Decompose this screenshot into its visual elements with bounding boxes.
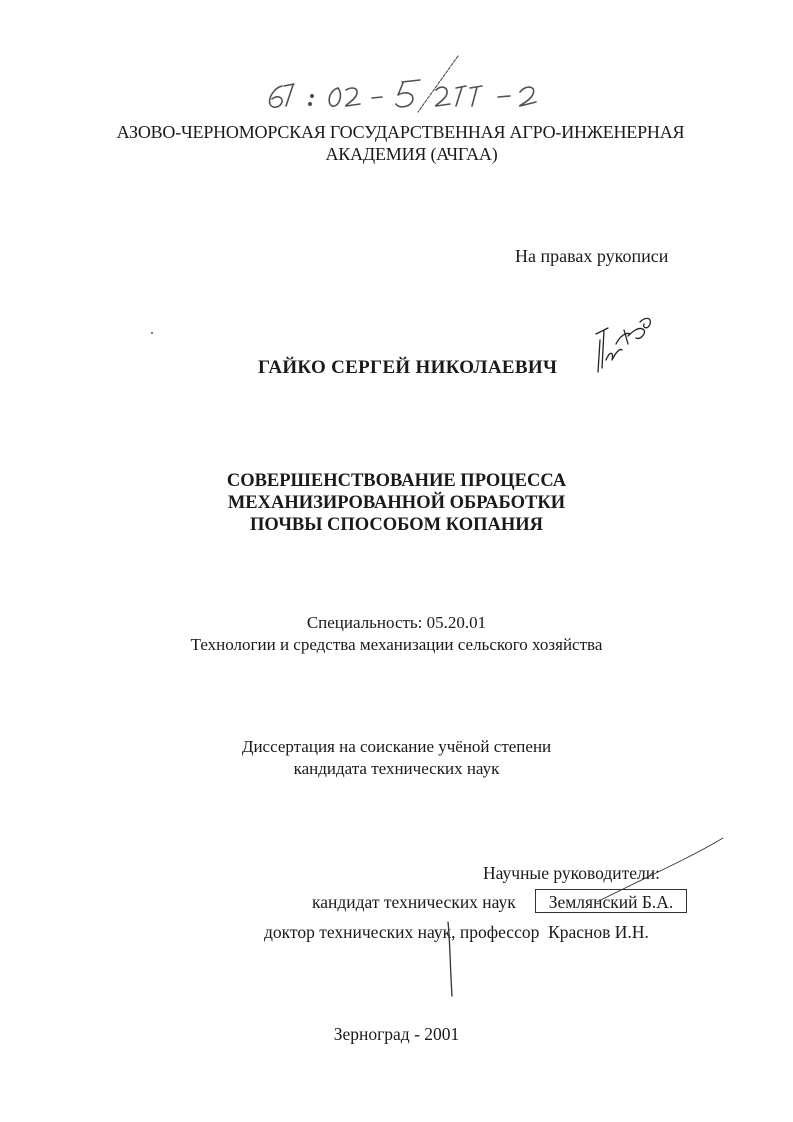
supervisor-1-role: кандидат технических наук — [312, 892, 516, 912]
supervisors-heading: Научные руководители: — [483, 863, 660, 883]
title-line-2: МЕХАНИЗИРОВАННОЙ ОБРАБОТКИ — [227, 493, 566, 513]
supervisor-2-name: Краснов И.Н. — [548, 922, 649, 942]
specialty-name: Технологии и средства механизации сельского хозяйства — [190, 635, 603, 654]
institution-line-2: АКАДЕМИЯ (АЧГАА) — [325, 144, 498, 164]
author-name: ГАЙКО СЕРГЕЙ НИКОЛАЕВИЧ — [258, 357, 558, 378]
degree-line-2: кандидата технических наук — [293, 759, 500, 778]
institution-line-1: АЗОВО-ЧЕРНОМОРСКАЯ ГОСУДАРСТВЕННАЯ АГРО-ИНЖЕНЕРНАЯ — [116, 122, 685, 142]
rights-notice: На правах рукописи — [515, 246, 669, 266]
specialty-code: Специальность: 05.20.01 — [306, 613, 487, 632]
title-line-1: СОВЕРШЕНСТВОВАНИЕ ПРОЦЕССА — [226, 471, 567, 491]
city-year: Зерноград - 2001 — [333, 1024, 460, 1044]
supervisor-2-role: доктор технических наук, профессор — [264, 922, 540, 942]
supervisor-1-name-box: Землянский Б.А. — [535, 889, 687, 913]
degree-line-1: Диссертация на соискание учёной степени — [241, 737, 552, 756]
title-line-3: ПОЧВЫ СПОСОБОМ КОПАНИЯ — [250, 515, 543, 535]
